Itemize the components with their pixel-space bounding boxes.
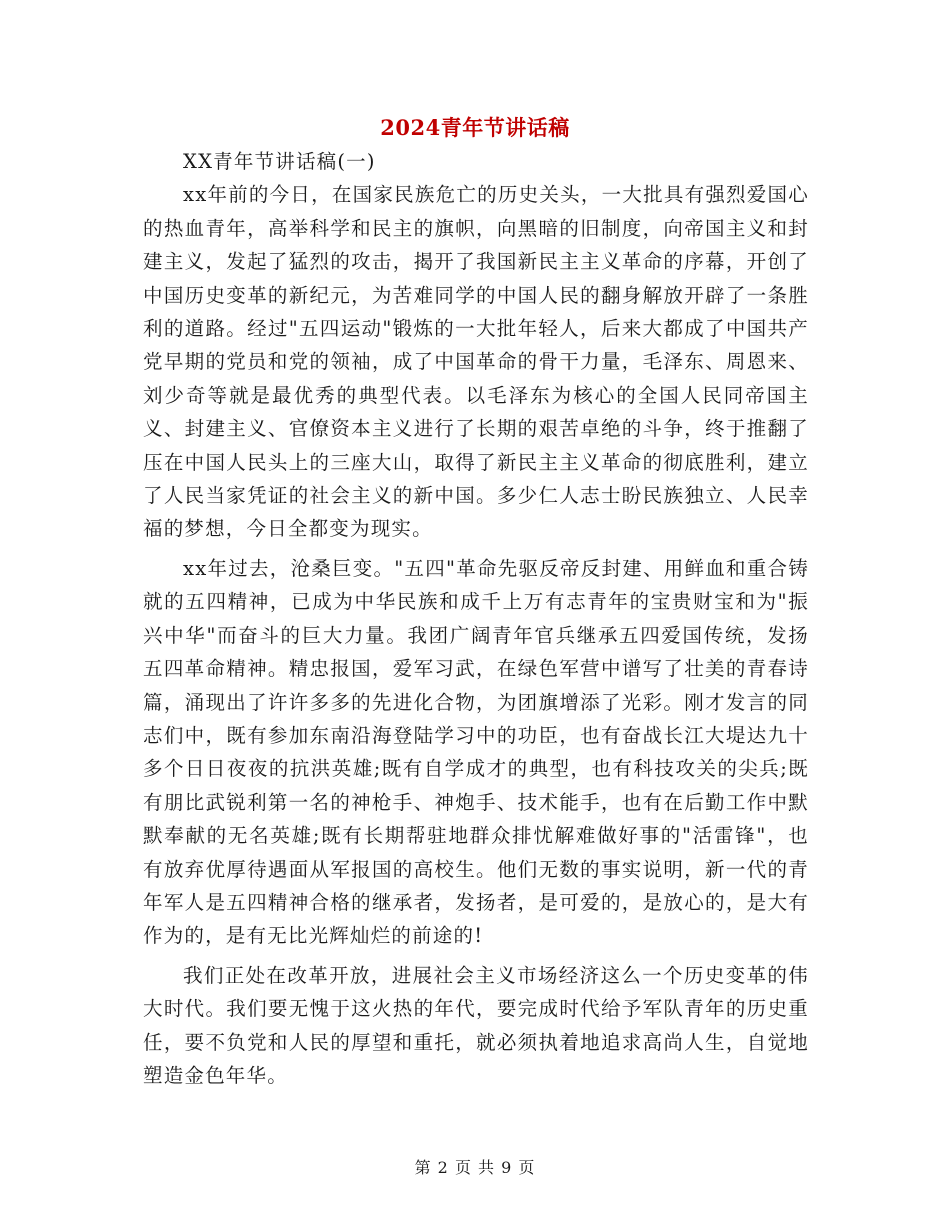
paragraph-1: xx年前的今日，在国家民族危亡的历史关头，一大批具有强烈爱国心的热血青年，高举科学和民主的旗帜，向黑暗的旧制度，向帝国主义和封建主义，发起了猛烈的攻击，揭开了我国新民主主义革命的序幕，开创了中国历史变革的新纪元，为苦难同学的中国人民的翻身解放开辟了一条胜利的道路。经过"五四运动"锻炼的一大批年轻人，后来大都成了中国共产党早期的党员和党的领袖，成了中国革命的骨干力量，毛泽东、周恩来、刘少奇等就是最优秀的典型代表。以毛泽东为核心的全国人民同帝国主义、封建主义、官僚资本主义进行了长期的艰苦卓绝的斗争，终于推翻了压在中国人民头上的三座大山，取得了新民主主义革命的彻底胜利，建立了人民当家凭证的社会主义的新中国。多少仁人志士盼民族独立、人民幸福的梦想，今日全都变为现实。 bbox=[143, 183, 809, 541]
document-subtitle: XX青年节讲话稿(一) bbox=[183, 150, 376, 173]
paragraph-3: 我们正处在改革开放，进展社会主义市场经济这么一个历史变革的伟大时代。我们要无愧于这火热的年代，要完成时代给予军队青年的历史重任，要不负党和人民的厚望和重托，就必须执着地追求高尚人生，自觉地塑造金色年华。 bbox=[143, 963, 809, 1087]
document-title: 2024青年节讲话稿 bbox=[380, 115, 570, 140]
paragraph-2: xx年过去，沧桑巨变。"五四"革命先驱反帝反封建、用鲜血和重合铸就的五四精神，已成为中华民族和成千上万有志青年的宝贵财宝和为"振兴中华"而奋斗的巨大力量。我团广阔青年官兵继承五四爱国传统，发扬五四革命精神。精忠报国，爱军习武，在绿色军营中谱写了壮美的青春诗篇，涌现出了许许多多的先进化合物，为团旗增添了光彩。刚才发言的同志们中，既有参加东南沿海登陆学习中的功臣，也有奋战长江大堤达九十多个日日夜夜的抗洪英雄;既有自学成才的典型，也有科技攻关的尖兵;既有朋比武锐利第一名的神枪手、神炮手、技术能手，也有在后勤工作中默默奉献的无名英雄;既有长期帮驻地群众排忧解难做好事的"活雷锋"，也有放弃优厚待遇面从军报国的高校生。他们无数的事实说明，新一代的青年军人是五四精神合格的继承者，发扬者，是可爱的，是放心的，是大有作为的，是有无比光辉灿烂的前途的! bbox=[143, 556, 809, 948]
page-number-footer: 第 2 页 共 9 页 bbox=[414, 1158, 536, 1177]
document-body bbox=[143, 145, 809, 1098]
